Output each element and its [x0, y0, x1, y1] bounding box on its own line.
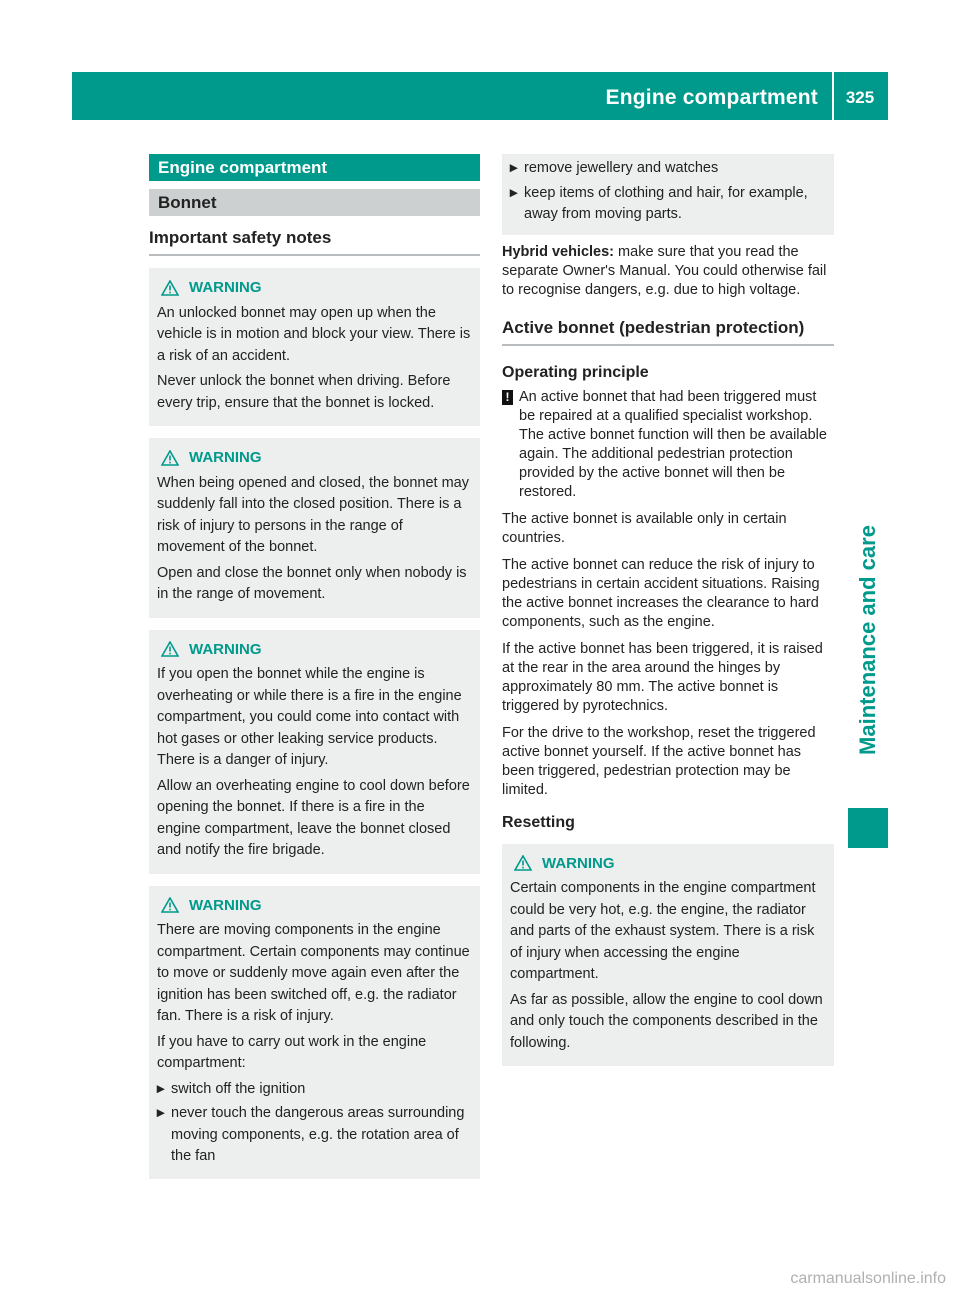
- warning-title: WARNING: [189, 896, 262, 914]
- bullet-icon: ▸: [157, 1080, 165, 1097]
- warning-text: Certain components in the engine compartment could be very hot, e.g. the engine, the radiator and parts of the exhaust system. There is a risk of injury when accessing the engine compartment.: [510, 880, 816, 982]
- warning-title: WARNING: [542, 854, 615, 872]
- bullet-icon: ▸: [510, 160, 518, 176]
- warning-box: [149, 630, 480, 874]
- warning-triangle-icon: [514, 855, 532, 871]
- watermark: carmanualsonline.info: [790, 1270, 946, 1287]
- warning-text: As far as possible, allow the engine to cool down and only touch the components described in the following.: [510, 991, 823, 1051]
- warning-text: If you have to carry out work in the engine compartment:: [157, 1033, 427, 1071]
- list-item-text: switch off the ignition: [171, 1080, 306, 1097]
- warning-text: An unlocked bonnet may open up when the vehicle is in motion and block your view. There is a risk of an accident.: [157, 304, 471, 364]
- warning-triangle-icon: [161, 897, 179, 913]
- warning-header: [157, 895, 472, 917]
- warning-header: [510, 853, 826, 875]
- warning-title: WARNING: [189, 640, 262, 658]
- warning-title: WARNING: [189, 279, 262, 296]
- side-marker: [848, 808, 888, 848]
- hybrid-text: make sure that you read the separate Owner's Manual. You could otherwise fail to recognise dangers, e.g. due to high voltage.: [502, 243, 827, 298]
- list-item: [157, 1103, 472, 1168]
- warning-text: Open and close the bonnet only when nobody is in the range of movement.: [157, 564, 467, 602]
- operating-principle-title: Operating principle: [502, 363, 649, 381]
- hybrid-note: [502, 243, 834, 300]
- bullet-icon: ▸: [157, 1105, 165, 1121]
- subsection-title: Bonnet: [149, 189, 480, 216]
- body-paragraph: For the drive to the workshop, reset the triggered active bonnet yourself. If the active bonnet has been triggered, pedestrian protection may be limited.: [502, 724, 816, 798]
- active-bonnet-heading: Active bonnet (pedestrian protection): [502, 318, 834, 346]
- list-item-text: never touch the dangerous areas surrounding moving components, e.g. the rotation area of the fan: [171, 1105, 465, 1164]
- body-paragraph: If the active bonnet has been triggered, it is raised at the rear in the area around the hinges by approximately 80 mm. The active bonnet is triggered by pyrotechnics.: [502, 640, 823, 714]
- warning-triangle-icon: [161, 641, 179, 657]
- bullet-icon: ▸: [510, 184, 518, 201]
- list-item: [510, 158, 826, 180]
- warning-continuation: [502, 154, 834, 235]
- page-number: 325: [845, 88, 875, 107]
- warning-title: WARNING: [189, 449, 262, 466]
- warning-box: [149, 438, 480, 618]
- warning-text: Never unlock the bonnet when driving. Before every trip, ensure that the bonnet is locked.: [157, 373, 451, 411]
- header-title: Engine compartment: [605, 86, 818, 109]
- warning-box: [502, 844, 834, 1067]
- left-column: [149, 154, 480, 1179]
- side-tab-label: Maintenance and care: [855, 525, 880, 755]
- warning-text: When being opened and closed, the bonnet may suddenly fall into the closed position. There is a risk of injury to persons in the range of movement of the bonnet.: [157, 474, 469, 555]
- page-header: [72, 72, 888, 120]
- body-paragraph: The active bonnet can reduce the risk of injury to pedestrians in certain accident situations. Raising the active bonnet increases the clearance to hard components, such as the engine.: [502, 556, 820, 630]
- header-divider: [832, 72, 834, 120]
- resetting-title: Resetting: [502, 813, 575, 831]
- body-paragraph: The active bonnet is available only in certain countries.: [502, 510, 787, 546]
- exclamation-icon: !: [502, 390, 513, 405]
- warning-header: [157, 277, 472, 299]
- hybrid-label: Hybrid vehicles:: [502, 243, 615, 260]
- list-item: [157, 1079, 472, 1101]
- side-tab: [848, 490, 888, 790]
- list-item-text: remove jewellery and watches: [524, 160, 719, 176]
- section-title: Engine compartment: [149, 154, 480, 181]
- warning-triangle-icon: [161, 280, 179, 296]
- warning-header: [157, 639, 472, 661]
- note: [502, 388, 834, 502]
- warning-text: If you open the bonnet while the engine is overheating or while there is a fire in the engine compartment, you could come into contact with hot gases or other leaking service products. There is a danger of injury.: [157, 666, 462, 768]
- safety-heading: Important safety notes: [149, 228, 480, 256]
- warning-header: [157, 447, 472, 469]
- warning-box: [149, 268, 480, 426]
- list-item: [510, 183, 826, 226]
- warning-box: [149, 886, 480, 1179]
- note-text: An active bonnet that had been triggered must be repaired at a qualified specialist workshop. The active bonnet function will then be available again. The additional pedestrian protection provided by the active bonnet will then be restored.: [519, 388, 827, 500]
- list-item-text: keep items of clothing and hair, for example, away from moving parts.: [524, 184, 808, 222]
- right-column: [502, 154, 834, 1066]
- warning-text: Allow an overheating engine to cool down before opening the bonnet. If there is a fire in the engine compartment, leave the bonnet closed and notify the fire brigade.: [157, 777, 470, 858]
- warning-triangle-icon: [161, 450, 179, 466]
- warning-text: There are moving components in the engine compartment. Certain components may continue to move or suddenly move again even after the ignition has been switched off, e.g. the radiator fan. There is a risk of injury.: [157, 922, 470, 1024]
